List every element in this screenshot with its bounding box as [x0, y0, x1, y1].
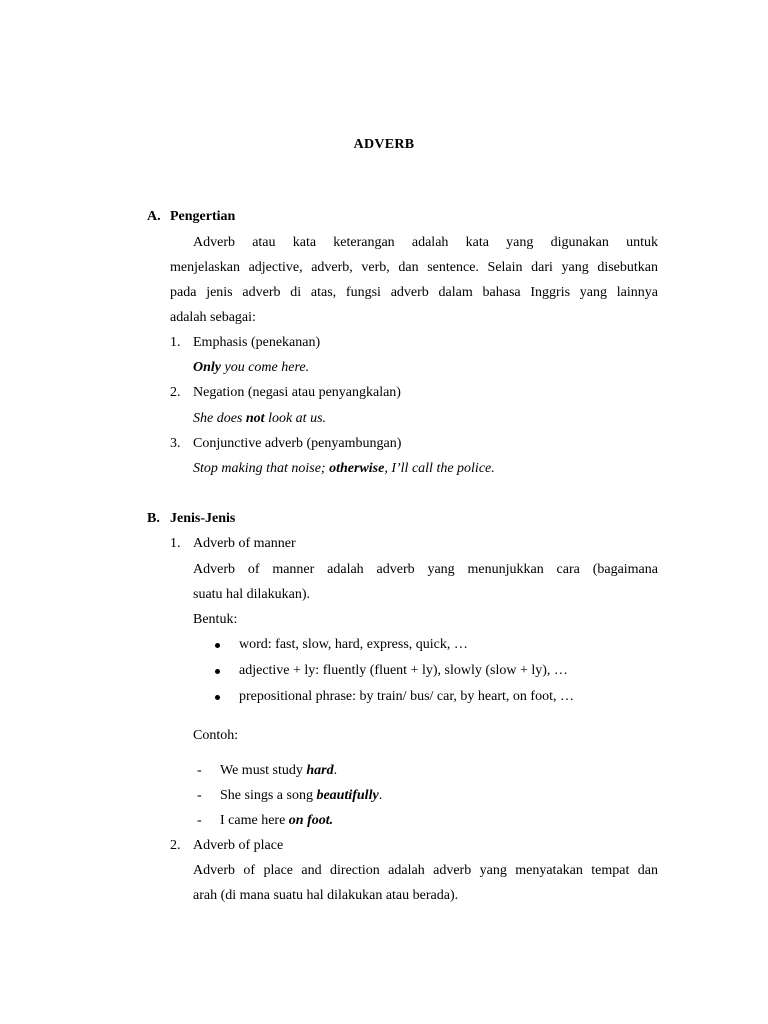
- example-2: [220, 787, 382, 804]
- example-1-pre: We must study: [220, 763, 307, 778]
- a-item-2-number: 2.: [170, 385, 181, 400]
- a-item-3-label: Conjunctive adverb (penyambungan): [193, 436, 402, 451]
- section-a-heading: Pengertian: [170, 209, 236, 224]
- a-item-2-example: [193, 410, 326, 427]
- example-3-bold: on foot.: [288, 813, 334, 828]
- bullet-icon: [215, 643, 220, 648]
- section-a-para-line-1: Adverb atau kata keterangan adalah kata yang digunakan untuk: [193, 235, 658, 250]
- example-2-post: .: [378, 788, 383, 803]
- example-1-post: .: [333, 763, 338, 778]
- a-item-1-example: [193, 359, 309, 376]
- b-item-1-desc-line-2: suatu hal dilakukan).: [193, 587, 311, 602]
- section-a-para-line-4: adalah sebagai:: [170, 310, 256, 325]
- a-item-1-example-bold: Only: [193, 360, 221, 375]
- example-dash: -: [197, 813, 202, 828]
- a-item-1-label: Emphasis (penekanan): [193, 335, 321, 350]
- section-a-para-line-2: menjelaskan adjective, adverb, verb, dan sentence. Selain dari yang disebutkan: [170, 260, 658, 275]
- section-b-marker: B.: [147, 511, 160, 526]
- example-1: [220, 762, 337, 779]
- example-3-pre: I came here: [220, 813, 289, 828]
- a-item-3-number: 3.: [170, 436, 181, 451]
- bullet-icon: [215, 669, 220, 674]
- b-item-2-desc-line-2: arah (di mana suatu hal dilakukan atau berada).: [193, 888, 459, 903]
- bentuk-bullet-3: prepositional phrase: by train/ bus/ car, by heart, on foot, …: [239, 689, 574, 704]
- example-1-bold: hard: [306, 763, 334, 778]
- example-2-pre: She sings a song: [220, 788, 317, 803]
- b-item-2-desc-line-1: Adverb of place and direction adalah adverb yang menyatakan tempat dan: [193, 863, 658, 878]
- bentuk-label: Bentuk:: [193, 612, 238, 627]
- example-2-bold: beautifully: [316, 788, 379, 803]
- bullet-icon: [215, 695, 220, 700]
- bentuk-bullet-1: word: fast, slow, hard, express, quick, …: [239, 637, 468, 652]
- example-dash: -: [197, 763, 202, 778]
- a-item-2-example-rest: look at us.: [264, 411, 327, 426]
- b-item-1-desc-line-1: Adverb of manner adalah adverb yang menunjukkan cara (bagaimana: [193, 562, 658, 577]
- section-b-heading: Jenis-Jenis: [170, 511, 236, 526]
- a-item-1-example-rest: you come here.: [221, 360, 310, 375]
- page-title: ADVERB: [353, 137, 415, 152]
- example-3: [220, 812, 333, 829]
- a-item-1-number: 1.: [170, 335, 181, 350]
- a-item-2-example-pre: She does: [193, 411, 246, 426]
- example-dash: -: [197, 788, 202, 803]
- a-item-2-label: Negation (negasi atau penyangkalan): [193, 385, 401, 400]
- section-a-para-line-3: pada jenis adverb di atas, fungsi adverb dalam bahasa Inggris yang lainnya: [170, 285, 658, 300]
- a-item-2-example-bold: not: [245, 411, 265, 426]
- a-item-3-example: [193, 460, 495, 477]
- section-a-marker: A.: [147, 209, 161, 224]
- a-item-3-example-pre: Stop making that noise;: [193, 461, 330, 476]
- b-item-2-label: Adverb of place: [193, 838, 284, 853]
- b-item-2-number: 2.: [170, 838, 181, 853]
- a-item-3-example-rest: , I’ll call the police.: [384, 461, 495, 476]
- contoh-label: Contoh:: [193, 728, 239, 743]
- a-item-3-example-bold: otherwise: [329, 461, 385, 476]
- bentuk-bullet-2: adjective + ly: fluently (fluent + ly), slowly (slow + ly), …: [239, 663, 568, 678]
- b-item-1-number: 1.: [170, 536, 181, 551]
- b-item-1-label: Adverb of manner: [193, 536, 296, 551]
